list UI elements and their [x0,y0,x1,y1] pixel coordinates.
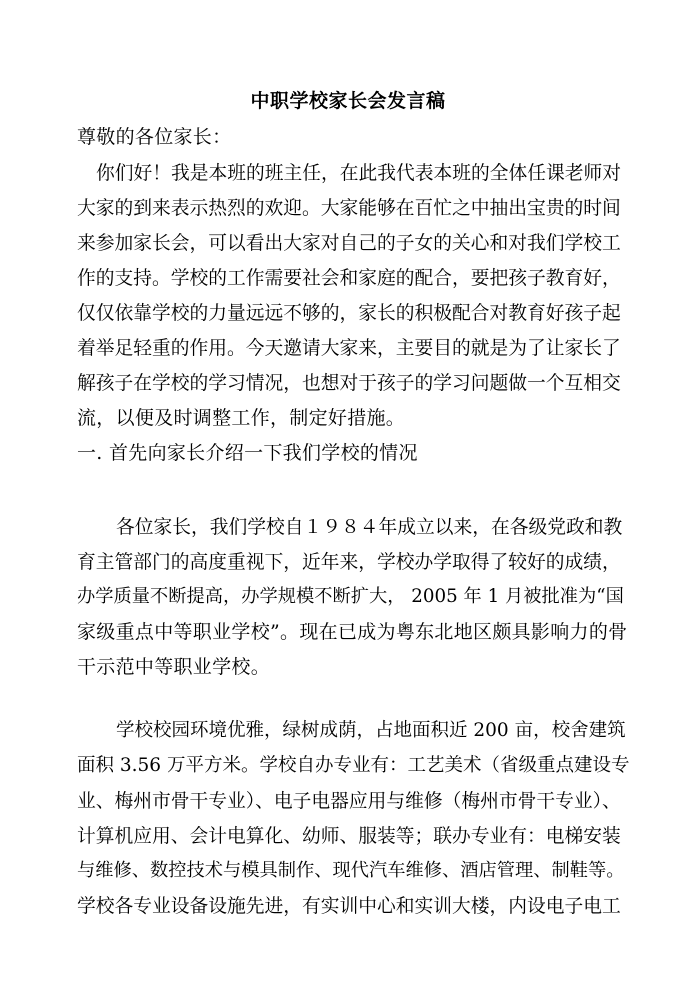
paragraph2-line: 家级重点中等职业学校”。现在已成为粤东北地区颇具影响力的骨 [77,621,628,643]
page-title: 中职学校家长会发言稿 [250,90,446,112]
paragraph1-line: 着举足轻重的作用。今天邀请大家来，主要目的就是为了让家长了 [77,338,621,359]
paragraph3-line: 与维修、数控技术与模具制作、现代汽车维修、酒店管理、制鞋等。 [77,860,625,881]
paragraph3-line: 计算机应用、会计电算化、幼师、服装等；联办专业有：电梯安装 [77,826,621,847]
section-heading: 一. 首先向家长介绍一下我们学校的情况 [77,442,418,464]
salutation: 尊敬的各位家长： [77,126,232,148]
paragraph2-line: 干示范中等职业学校。 [77,656,271,678]
paragraph3-line: 业、梅州市骨干专业）、电子电器应用与维修（梅州市骨干专业）、 [77,791,621,812]
paragraph1-line: 解孩子在学校的学习情况，也想对于孩子的学习问题做一个互相交 [77,373,621,394]
paragraph3-line: 学校校园环境优雅，绿树成荫，占地面积近 200 亩，校舍建筑 [116,720,626,741]
paragraph1-line: 作的支持。学校的工作需要社会和家庭的配合，要把孩子教育好， [77,268,621,289]
paragraph1-line: 流，以便及时调整工作，制定好措施。 [77,407,406,429]
paragraph3-line: 面积 3.56 万平方米。学校自办专业有：工艺美术（省级重点建设专 [77,755,630,776]
paragraph1-line: 仅仅依靠学校的力量远远不够的，家长的积极配合对教育好孩子起 [77,303,621,324]
paragraph1-line: 大家的到来表示热烈的欢迎。大家能够在百忙之中抽出宝贵的时间 [77,198,621,219]
paragraph2-line: 办学质量不断提高，办学规模不断扩大， 2005 年 1 月被批准为“国 [77,586,624,607]
paragraph1-line: 你们好！我是本班的班主任，在此我代表本班的全体任课老师对 [96,163,621,184]
paragraph2-line: 各位家长，我们学校自１９８４年成立以来，在各级党政和教 [116,517,623,538]
paragraph3-line: 学校各专业设备设施先进，有实训中心和实训大楼，内设电子电工 [77,896,621,917]
paragraph1-line: 来参加家长会，可以看出大家对自己的子女的关心和对我们学校工 [77,233,621,254]
paragraph2-line: 育主管部门的高度重视下，近年来，学校办学取得了较好的成绩， [77,552,621,573]
